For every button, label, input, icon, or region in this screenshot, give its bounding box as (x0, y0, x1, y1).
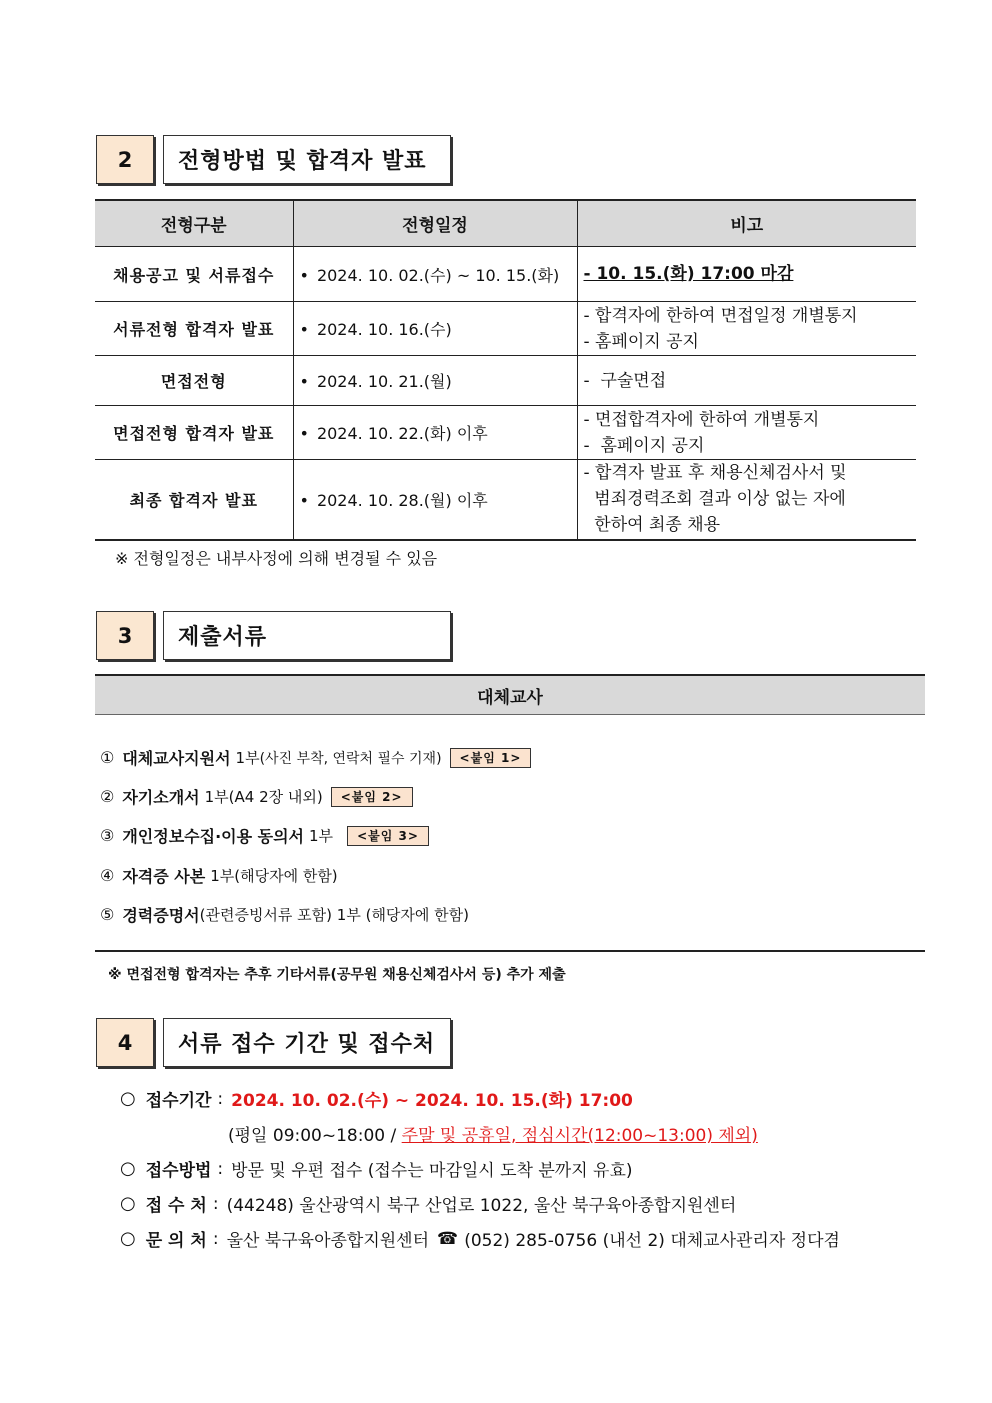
receipt-hours (228, 1121, 758, 1146)
date-cell (293, 302, 577, 356)
document-detail: (사진 부착, 연락처 필수 기재) (259, 750, 442, 767)
note-cell (577, 302, 916, 356)
document-item (100, 785, 413, 808)
document-name: 자격증 사본 (122, 867, 206, 886)
stage-cell: 채용공고 및 서류접수 (95, 247, 293, 302)
info-label: 접수방법 (145, 1161, 212, 1181)
excluded-times: 주말 및 공휴일, 점심시간(12:00~13:00) 제외) (401, 1126, 758, 1146)
section-title: 서류 접수 기간 및 접수처 (163, 1018, 451, 1067)
documents-footnote: ※ 면접전형 합격자는 추후 기타서류(공무원 채용신체검사서 등) 추가 제출 (108, 967, 566, 983)
document-count: 1부 (204, 788, 229, 806)
contact-org: 울산 북구육아종합지원센터 (226, 1231, 430, 1251)
period-value: 2024. 10. 02.(수) ~ 2024. 10. 15.(화) 17:00 (231, 1091, 633, 1111)
document-name: 자기소개서 (122, 788, 200, 807)
document-item (100, 864, 338, 887)
note-line: - 구술면접 (583, 370, 667, 391)
section-number: 2 (96, 135, 154, 184)
item-number: ⑤ (100, 905, 115, 924)
circle-bullet-icon: ○ (120, 1158, 136, 1179)
date-cell (293, 247, 577, 302)
document-count: 1부 (309, 827, 334, 845)
note-cell (577, 406, 916, 460)
section-title: 전형방법 및 합격자 발표 (163, 135, 451, 184)
hours-text: (평일 09:00~18:00 / (228, 1126, 402, 1146)
stage-cell: 서류전형 합격자 발표 (95, 302, 293, 356)
document-name: 개인정보수집·이용 동의서 (122, 827, 305, 846)
contact-phone: (052) 285-0756 (내선 2) 대체교사관리자 정다겸 (464, 1231, 840, 1251)
attachment-tag: <붙임 3> (347, 826, 429, 846)
item-number: ① (100, 748, 115, 767)
table-row (95, 406, 916, 460)
circle-bullet-icon: ○ (120, 1228, 136, 1249)
note-line: - 10. 15.(화) 17:00 마감 (583, 264, 794, 284)
bullet: • (299, 320, 309, 339)
stage-cell: 면접전형 (95, 356, 293, 406)
section-number: 3 (96, 611, 154, 660)
item-number: ② (100, 787, 115, 806)
table-row (95, 356, 916, 406)
receipt-place: ○ 접 수 처 : (44248) 울산광역시 북구 산업로 1022, 울산 북구육아종합지원센터 (120, 1193, 737, 1216)
item-number: ③ (100, 826, 115, 845)
note-line: 한하여 최종 채용 (583, 515, 721, 536)
receipt-method: ○ 접수방법 : 방문 및 우편 접수 (접수는 마감일시 도착 분까지 유효) (120, 1158, 633, 1181)
date-cell (293, 460, 577, 540)
date-text: 2024. 10. 16.(수) (316, 320, 452, 339)
column-header: 비고 (577, 200, 916, 247)
note-line: - 홈페이지 공지 (583, 435, 705, 456)
table-row (95, 247, 916, 302)
document-name: 경력증명서 (122, 906, 200, 925)
note-line: - 합격자에 한하여 면접일정 개별통지 (583, 305, 858, 326)
document-name: 대체교사지원서 (122, 749, 231, 768)
section-number: 4 (96, 1018, 154, 1067)
circle-bullet-icon: ○ (120, 1193, 136, 1214)
documents-header: 대체교사 (95, 674, 925, 715)
stage-cell: 면접전형 합격자 발표 (95, 406, 293, 460)
info-label: 접수기간 (145, 1091, 212, 1111)
schedule-footnote: ※ 전형일정은 내부사정에 의해 변경될 수 있음 (115, 549, 438, 568)
table-row (95, 302, 916, 356)
phone-icon: ☎ (437, 1228, 459, 1249)
stage-cell: 최종 합격자 발표 (95, 460, 293, 540)
bullet: • (299, 424, 309, 443)
receipt-period: ○ 접수기간 : 2024. 10. 02.(수) ~ 2024. 10. 15.(화) 17:00 (120, 1088, 633, 1111)
document-item (100, 903, 469, 926)
attachment-tag: <붙임 1> (450, 748, 532, 768)
section-title: 제출서류 (163, 611, 451, 660)
method-value: 방문 및 우편 접수 (접수는 마감일시 도착 분까지 유효) (231, 1161, 633, 1181)
note-cell (577, 356, 916, 406)
date-cell (293, 356, 577, 406)
document-detail: (해당자에 한함) (234, 867, 338, 885)
document-item (100, 824, 429, 847)
attachment-tag: <붙임 2> (331, 787, 413, 807)
document-detail: (A4 2장 내외) (228, 788, 323, 806)
document-item (100, 746, 531, 769)
divider (95, 950, 925, 952)
column-header: 전형일정 (293, 200, 577, 247)
date-text: 2024. 10. 02.(수) ~ 10. 15.(화) (316, 265, 560, 285)
date-text: 2024. 10. 28.(월) 이후 (316, 490, 488, 510)
note-cell (577, 247, 916, 302)
table-row (95, 460, 916, 540)
table-header-row (95, 200, 916, 247)
contact-info: ○ 문 의 처 : 울산 북구육아종합지원센터 ☎ (052) 285-0756 (내선 2) 대체교사관리자 정다겸 (120, 1228, 840, 1251)
place-value: (44248) 울산광역시 북구 산업로 1022, 울산 북구육아종합지원센터 (226, 1196, 737, 1216)
document-count: 1부 (235, 749, 260, 767)
date-text: 2024. 10. 22.(화) 이후 (316, 424, 488, 443)
column-header: 전형구분 (95, 200, 293, 247)
date-cell (293, 406, 577, 460)
info-label: 문 의 처 (145, 1231, 207, 1251)
item-number: ④ (100, 866, 115, 885)
note-cell (577, 460, 916, 540)
bullet: • (299, 372, 309, 391)
note-line: - 홈페이지 공지 (583, 331, 699, 352)
bullet: • (299, 265, 309, 285)
info-label: 접 수 처 (145, 1196, 207, 1216)
note-line: - 면접합격자에 한하여 개별통지 (583, 409, 820, 430)
date-text: 2024. 10. 21.(월) (316, 372, 452, 391)
document-detail: (관련증빙서류 포함) 1부 (해당자에 한함) (199, 906, 470, 924)
schedule-table (95, 199, 916, 541)
bullet: • (299, 490, 309, 510)
note-line: 범죄경력조회 결과 이상 없는 자에 (583, 489, 846, 510)
note-line: - 합격자 발표 후 채용신체검사서 및 (583, 463, 847, 484)
circle-bullet-icon: ○ (120, 1088, 136, 1109)
document-count: 1부 (210, 867, 235, 885)
